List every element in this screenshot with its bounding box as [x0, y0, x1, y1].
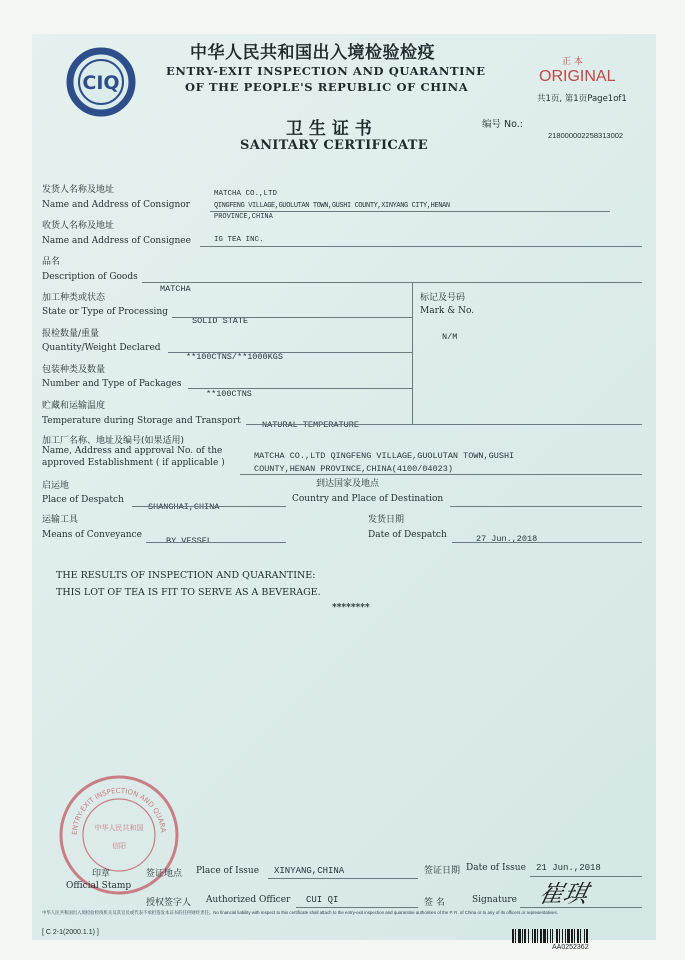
stamp-label-cn: 印章: [92, 869, 111, 879]
packages-line: [188, 388, 412, 389]
signature-label-en: Signature: [472, 895, 518, 905]
goods-value: MATCHA: [160, 284, 191, 294]
place-issue-line: [268, 878, 418, 879]
destination-label-cn: 到达国家及地点: [316, 479, 380, 489]
establishment-label-en-2: approved Establishment ( if applicable ): [42, 458, 225, 468]
packages-label-en: Number and Type of Packages: [42, 379, 182, 389]
goods-label-cn: 品名: [42, 257, 61, 267]
despatch-date-label-en: Date of Despatch: [368, 530, 447, 540]
establishment-value-1: MATCHA CO.,LTD QINGFENG VILLAGE,GUOLUTAN TOWN,GUSHI: [254, 451, 515, 461]
despatch-date-value: 27 Jun.,2018: [476, 534, 538, 544]
seal-center-text-2: 信阳: [112, 842, 126, 850]
header-en-title-2: OF THE PEOPLE'S REPUBLIC OF CHINA: [185, 80, 469, 94]
storage-label-cn: 贮藏和运输温度: [42, 401, 106, 411]
mark-value: N/M: [442, 332, 458, 342]
date-issue-label-en: Date of Issue: [466, 863, 526, 873]
establishment-value-2: COUNTY,HENAN PROVINCE,CHINA(4100/04023): [254, 464, 453, 474]
consignee-line: [200, 246, 642, 247]
certificate-number: 218000002258313002: [548, 131, 624, 140]
barcode-bar: [532, 929, 533, 943]
consignor-value-1: MATCHA CO.,LTD: [214, 190, 278, 198]
barcode-bar: [537, 929, 538, 943]
place-issue-value: XINYANG,CHINA: [274, 866, 345, 876]
header-cn-title: 中华人民共和国出入境检验检疫: [190, 43, 435, 63]
signature-line: [520, 907, 642, 908]
packages-value: **100CTNS: [206, 389, 252, 399]
signature-label-cn: 签 名: [424, 898, 445, 908]
establishment-label-en-1: Name, Address and approval No. of the: [42, 446, 223, 456]
despatch-date-line: [452, 542, 642, 543]
ciq-logo-text: CIQ: [82, 72, 120, 94]
storage-label-en: Temperature during Storage and Transport: [42, 416, 241, 426]
barcode-bar: [550, 929, 551, 943]
original-cn-label: 正 本: [562, 57, 583, 67]
quantity-line: [168, 352, 412, 353]
officer-value: CUI QI: [306, 895, 339, 905]
barcode-bar: [547, 929, 548, 943]
conveyance-line: [146, 542, 286, 543]
barcode-bar: [524, 929, 526, 943]
certificate-no-label: 编号 No.:: [482, 119, 523, 130]
results-stars: ********: [332, 603, 370, 613]
ciq-logo: [66, 47, 136, 117]
date-issue-label-cn: 签证日期: [424, 866, 461, 876]
packages-label-cn: 包装种类及数量: [42, 365, 106, 375]
processing-label-en: State or Type of Processing: [42, 307, 168, 317]
barcode-bar: [577, 929, 579, 943]
handwritten-signature: 崔琪: [536, 880, 591, 908]
despatch-place-line: [132, 506, 286, 507]
mark-label-en: Mark & No.: [420, 306, 475, 316]
processing-value: SOLID STATE: [192, 316, 249, 326]
barcode-bar: [540, 929, 542, 943]
original-label: ORIGINAL: [539, 68, 616, 85]
consignee-label-en: Name and Address of Consignee: [42, 236, 191, 246]
quantity-value: **100CTNS/**1000KGS: [186, 352, 283, 362]
barcode-bar: [518, 929, 521, 943]
barcode-bar: [565, 929, 566, 943]
barcode-bar: [574, 929, 575, 943]
despatch-place-label-en: Place of Despatch: [42, 495, 124, 505]
barcode-bar: [512, 929, 514, 943]
consignor-label-cn: 发货人名称及地址: [42, 185, 115, 195]
destination-label-en: Country and Place of Destination: [292, 494, 444, 504]
officer-line: [296, 907, 418, 908]
conveyance-value: BY VESSEL: [166, 536, 212, 546]
date-issue-value: 21 Jun.,2018: [536, 863, 601, 873]
conveyance-label-cn: 运输工具: [42, 515, 79, 525]
quantity-label-cn: 报检数量/重量: [42, 329, 100, 339]
despatch-place-label-cn: 启运地: [42, 481, 70, 491]
barcode-bar: [552, 929, 553, 943]
officer-label-en: Authorized Officer: [206, 895, 291, 905]
goods-line: [142, 282, 642, 283]
barcode-bar: [580, 929, 581, 943]
barcode-bar: [522, 929, 523, 943]
barcode-bar: [584, 929, 585, 943]
conveyance-label-en: Means of Conveyance: [42, 530, 142, 540]
form-code: [ C 2-1(2000.1.1) ]: [42, 929, 99, 936]
barcode-bar: [562, 929, 563, 943]
storage-value: NATURAL TEMPERATURE: [262, 420, 359, 430]
mark-divider: [412, 282, 413, 424]
despatch-date-label-cn: 发货日期: [368, 515, 405, 525]
establishment-label-cn: 加工厂名称、地址及编号(如果适用): [42, 436, 185, 446]
establishment-line: [240, 474, 642, 475]
officer-label-cn: 授权签字人: [146, 898, 192, 908]
consignor-value-3: PROVINCE,CHINA: [214, 213, 273, 221]
barcode-bar: [534, 929, 536, 943]
goods-label-en: Description of Goods: [42, 272, 138, 282]
barcode-bar: [567, 929, 570, 943]
barcode: [512, 928, 642, 942]
barcode-bar: [515, 929, 516, 943]
place-issue-label-en: Place of Issue: [196, 866, 260, 876]
place-issue-label-cn: 签证地点: [146, 869, 183, 879]
seal-center-text: 中华人民共和国: [94, 824, 144, 832]
despatch-place-value: SHANGHAI,CHINA: [148, 502, 220, 512]
processing-label-cn: 加工种类或状态: [42, 293, 106, 303]
barcode-bar: [586, 929, 588, 943]
consignee-value: IG TEA INC.: [214, 236, 264, 244]
results-heading: THE RESULTS OF INSPECTION AND QUARANTINE:: [56, 570, 316, 581]
storage-line: [246, 424, 642, 425]
destination-line: [450, 506, 642, 507]
barcode-number: AA0252362: [552, 944, 589, 951]
mark-label-cn: 标记及号码: [420, 293, 466, 303]
consignee-label-cn: 收货人名称及地址: [42, 221, 115, 231]
results-line-1: THIS LOT OF TEA IS FIT TO SERVE AS A BEVERAGE.: [56, 587, 321, 598]
quantity-label-en: Quantity/Weight Declared: [42, 343, 161, 353]
barcode-bar: [556, 929, 558, 943]
consignor-value-2: QINGFENG VILLAGE,GUOLUTAN TOWN,GUSHI COUNTY,XINYANG CITY,HENAN: [214, 202, 450, 210]
processing-line: [172, 317, 412, 318]
consignor-label-en: Name and Address of Consignor: [42, 200, 190, 210]
seal-ring-text: ENTRY-EXIT INSPECTION AND QUARA: [70, 786, 167, 836]
barcode-bar: [571, 929, 573, 943]
barcode-bar: [559, 929, 560, 943]
certificate-title-en: SANITARY CERTIFICATE: [240, 138, 428, 153]
barcode-bar: [543, 929, 546, 943]
fine-print: 中华人民共和国出入境检验检疫机关及其官员或代表不承担签发本证书的任何财经责任。No financial liability with respect to this certificate shall attach to the entry-exit inspection and quarantine authorities of the P. R. of China or to any of its officers or representatives.: [42, 910, 558, 915]
consignor-line: [210, 211, 610, 212]
page-info: 共1页, 第1页Page1of1: [537, 94, 627, 104]
barcode-bar: [528, 929, 529, 943]
header-en-title-1: ENTRY-EXIT INSPECTION AND QUARANTINE: [166, 64, 486, 78]
certificate-title-cn: 卫 生 证 书: [286, 119, 372, 139]
stamp-label-en: Official Stamp: [66, 881, 132, 891]
